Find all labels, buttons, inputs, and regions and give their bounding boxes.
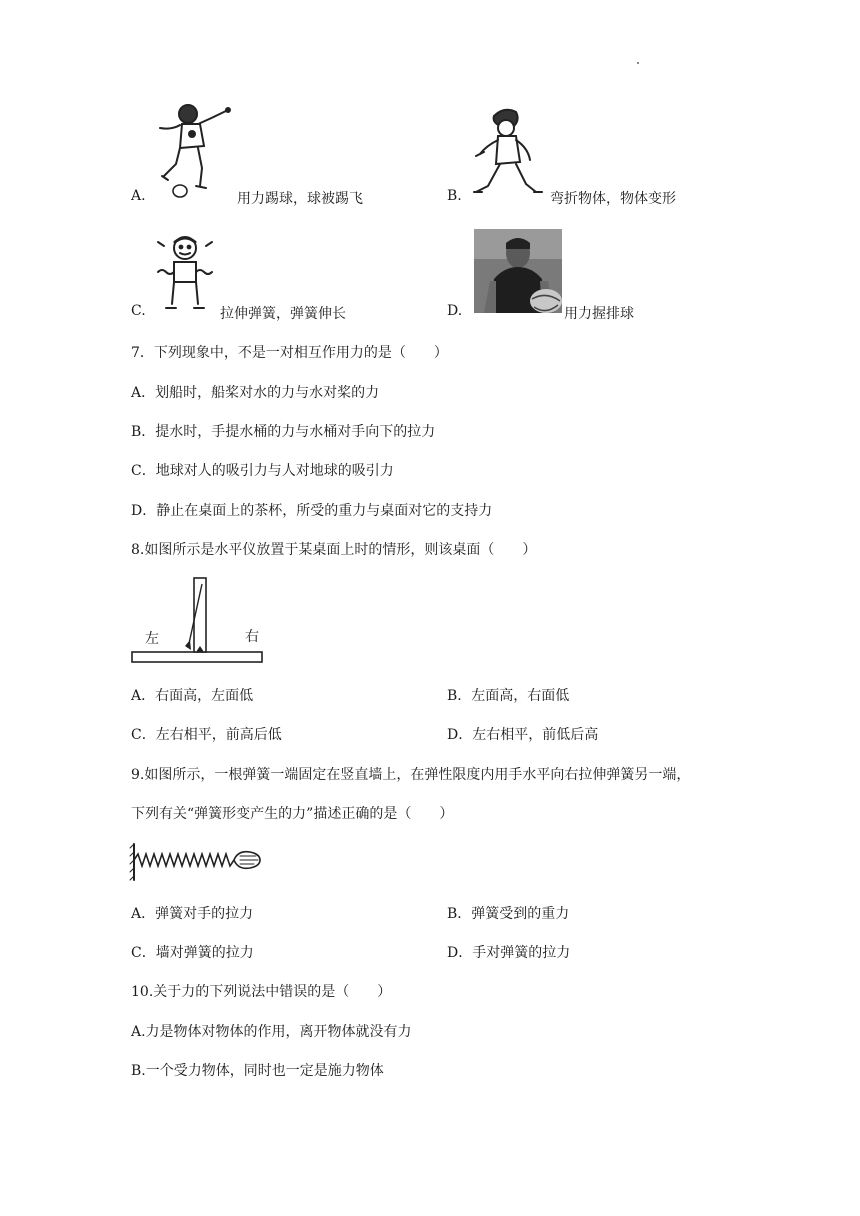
option-b-letter: B. [447,188,462,204]
option-c-letter: C. [131,303,146,319]
option-a-letter: A. [131,188,146,204]
question-9-stem-line-2: 下列有关“弹簧形变产生的力”描述正确的是（ ） [131,806,454,822]
question-9-stem-line-1: 9.如图所示，一根弹簧一端固定在竖直墙上，在弹性限度内用手水平向右拉伸弹簧另一端， [131,767,691,783]
level-instrument-figure [130,576,264,666]
question-9-option-a: A．弹簧对手的拉力 [131,906,254,922]
question-10-stem: 10.关于力的下列说法中错误的是（ ） [131,984,392,1000]
question-8-option-b: B．左面高，右面低 [447,688,570,704]
stretching-spring-figure [152,234,218,316]
level-right-label: 右 [245,629,259,645]
question-8-stem: 8.如图所示是水平仪放置于某桌面上时的情形，则该桌面（ ） [131,542,537,558]
question-7-option-c: C．地球对人的吸引力与人对地球的吸引力 [131,463,394,479]
option-b-caption: 弯折物体，物体变形 [550,191,676,207]
kicking-ball-figure [152,100,236,200]
question-8-option-c: C．左右相平，前高后低 [131,727,282,743]
option-c-caption: 拉伸弹簧，弹簧伸长 [220,306,346,322]
question-9-option-b: B．弹簧受到的重力 [447,906,570,922]
option-d-letter: D. [447,303,463,319]
question-10-option-a: A.力是物体对物体的作用，离开物体就没有力 [131,1024,412,1040]
page-mark [637,62,639,64]
question-8-option-a: A．右面高，左面低 [131,688,254,704]
question-7-stem: 7．下列现象中，不是一对相互作用力的是（ ） [131,345,448,361]
option-d-caption: 用力握排球 [564,306,634,322]
option-a-caption: 用力踢球，球被踢飞 [237,191,363,207]
question-9-option-c: C．墙对弹簧的拉力 [131,945,254,961]
question-7-option-a: A．划船时，船桨对水的力与水对桨的力 [131,385,380,401]
bending-object-figure [470,104,546,200]
question-9-option-d: D．手对弹簧的拉力 [447,945,571,961]
level-left-label: 左 [145,631,159,647]
question-10-option-b: B.一个受力物体，同时也一定是施力物体 [131,1063,384,1079]
question-8-option-d: D．左右相平，前低后高 [447,727,599,743]
question-7-option-b: B．提水时，手提水桶的力与水桶对手向下的拉力 [131,424,436,440]
question-7-option-d: D．静止在桌面上的茶杯，所受的重力与桌面对它的支持力 [131,503,493,519]
holding-volleyball-photo [474,229,562,313]
wall-spring-hand-figure [128,842,264,882]
